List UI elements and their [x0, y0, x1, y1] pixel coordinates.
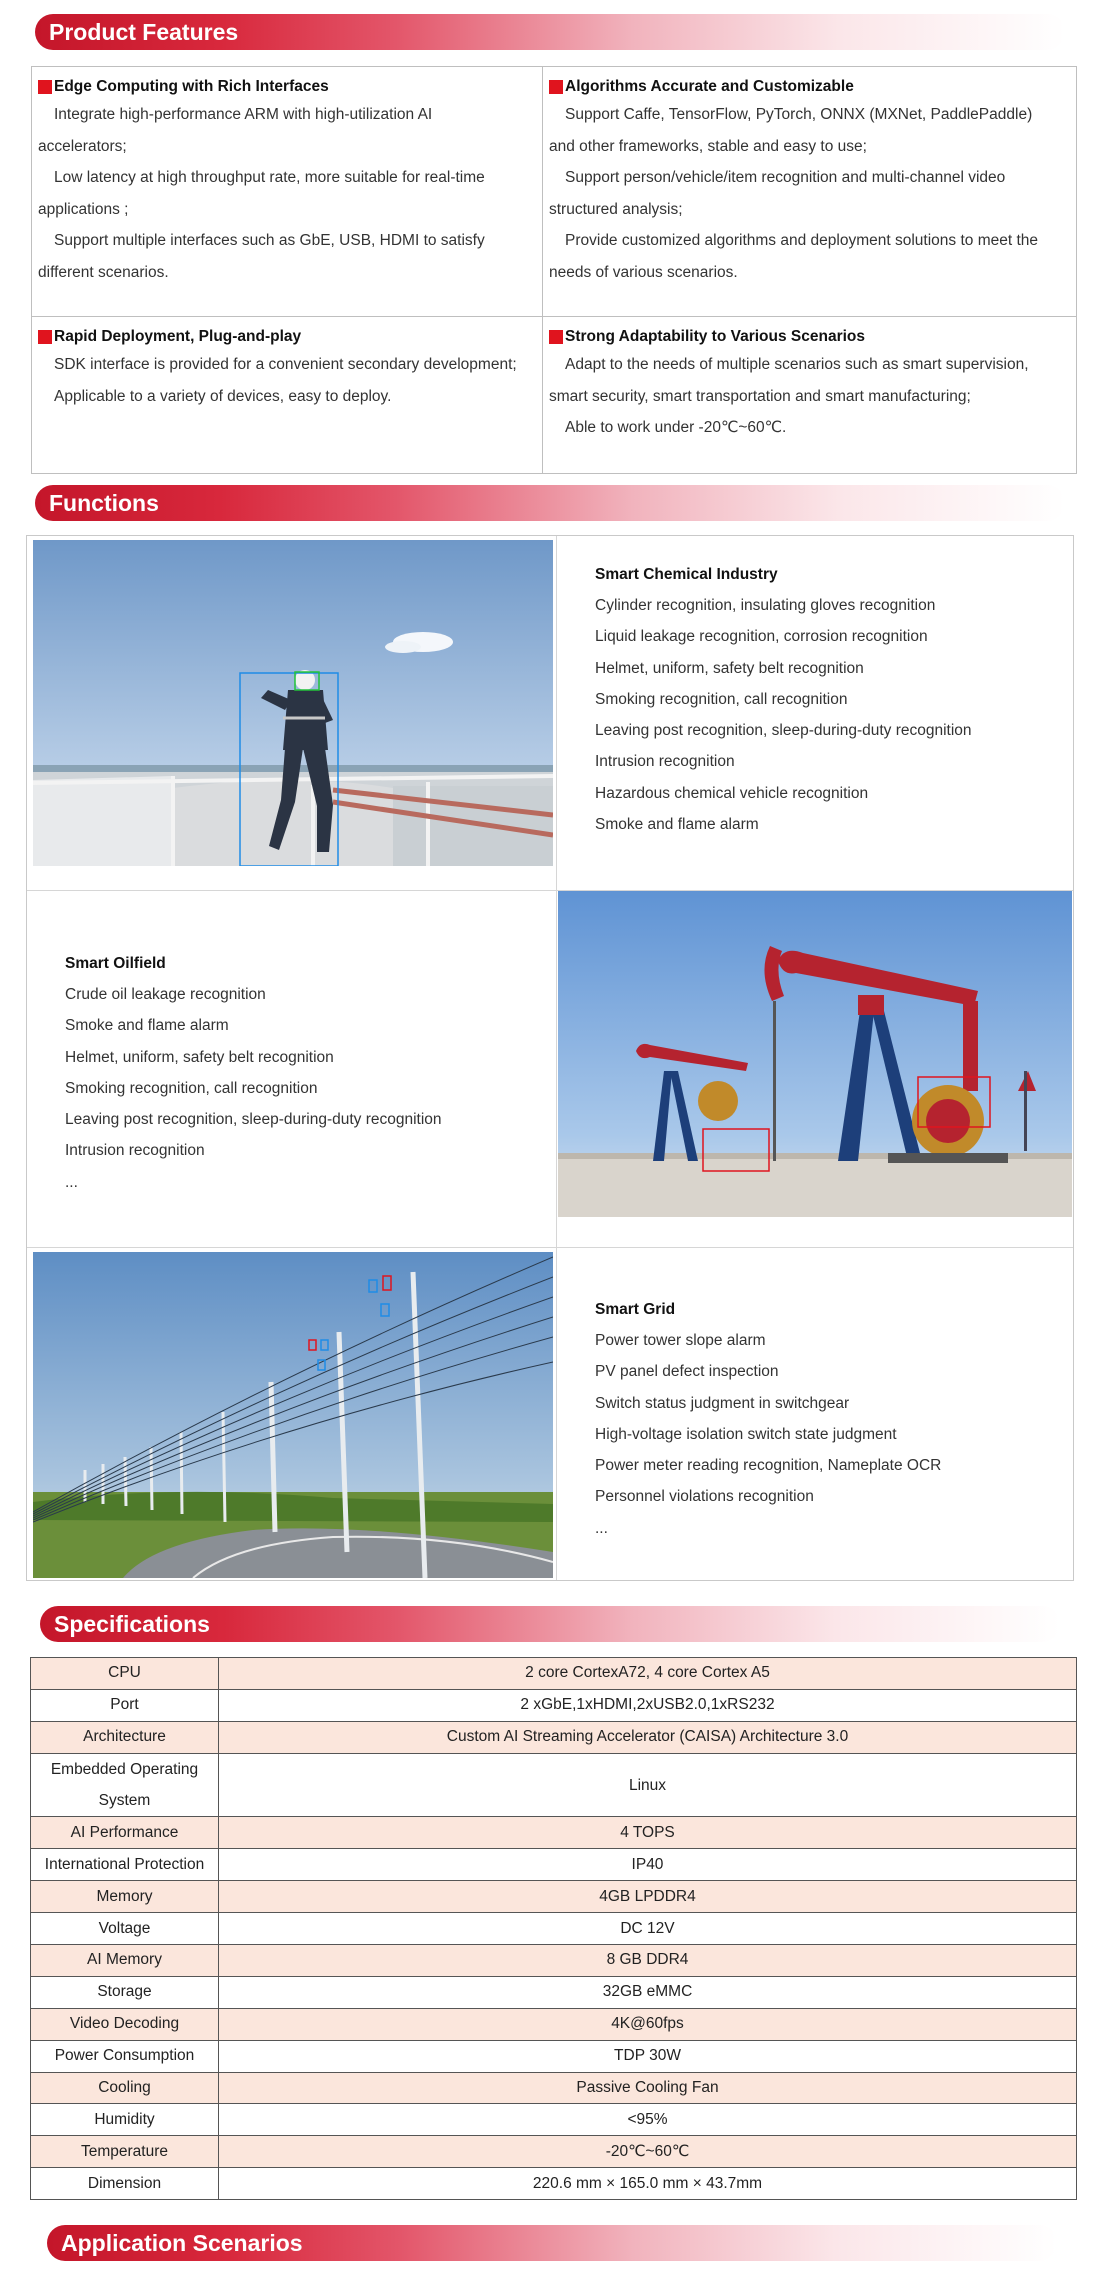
- function-item: Crude oil leakage recognition: [65, 986, 266, 1003]
- product-features-banner: [35, 14, 1065, 50]
- functions-col-divider: [556, 536, 557, 1580]
- spec-row: [31, 2168, 1077, 2200]
- feature-line: different scenarios.: [38, 263, 169, 281]
- spec-row: [31, 2072, 1077, 2104]
- feature-line: applications ;: [38, 200, 129, 218]
- feature-line: Adapt to the needs of multiple scenarios such as smart supervision,: [565, 356, 1029, 373]
- spec-value: 32GB eMMC: [219, 1976, 1077, 2008]
- feature-line: Applicable to a variety of devices, easy to deploy.: [54, 387, 392, 405]
- function-item: Power meter reading recognition, Nameplate OCR: [595, 1457, 942, 1475]
- spec-value: 2 xGbE,1xHDMI,2xUSB2.0,1xRS232: [219, 1689, 1077, 1721]
- spec-label: Port: [31, 1689, 219, 1721]
- spec-value: 4K@60fps: [219, 2008, 1077, 2040]
- spec-value: 220.6 mm × 165.0 mm × 43.7mm: [219, 2168, 1077, 2200]
- function-item: Smoking recognition, call recognition: [595, 690, 848, 708]
- spec-label: Cooling: [31, 2072, 219, 2104]
- feature-line: Provide customized algorithms and deployment solutions to meet the: [565, 232, 1038, 249]
- spec-row: [31, 1976, 1077, 2008]
- function-item: Leaving post recognition, sleep-during-duty recognition: [65, 1111, 442, 1129]
- function-item: Smoke and flame alarm: [65, 1017, 229, 1035]
- chemical-industry-image: [33, 540, 553, 866]
- function-item: High-voltage isolation switch state judgment: [595, 1425, 897, 1443]
- features-grid: [31, 66, 1077, 474]
- spec-value: <95%: [219, 2104, 1077, 2136]
- spec-row: [31, 2136, 1077, 2168]
- feature-algorithms: [543, 67, 1077, 288]
- section-title: Specifications: [54, 1611, 210, 1637]
- spec-label: Embedded Operating System: [31, 1753, 219, 1817]
- section-title: Functions: [49, 490, 159, 516]
- feature-line: SDK interface is provided for a convenient secondary development;: [54, 356, 517, 373]
- spec-row: [31, 1849, 1077, 1881]
- feature-adaptability: [543, 317, 1077, 444]
- feature-line: Able to work under -20℃~60℃.: [565, 419, 787, 436]
- oilfield-photo: [558, 891, 1072, 1217]
- feature-line: Low latency at high throughput rate, more suitable for real-time: [54, 169, 485, 186]
- spec-label: Dimension: [31, 2168, 219, 2200]
- function-item: Liquid leakage recognition, corrosion recognition: [595, 628, 928, 646]
- spec-value: DC 12V: [219, 1913, 1077, 1945]
- spec-label: Power Consumption: [31, 2040, 219, 2072]
- function-item: Personnel violations recognition: [595, 1488, 814, 1506]
- function-item: Helmet, uniform, safety belt recognition: [595, 659, 864, 677]
- feature-line: accelerators;: [38, 137, 127, 155]
- section-title: Application Scenarios: [61, 2230, 303, 2256]
- chemical-industry-photo: [33, 540, 553, 866]
- smart-grid-list: [595, 1294, 1055, 1544]
- spec-label: AI Memory: [31, 1945, 219, 1977]
- spec-row: [31, 1913, 1077, 1945]
- feature-line: Support multiple interfaces such as GbE, USB, HDMI to satisfy: [54, 232, 485, 249]
- specifications-banner: [40, 1606, 1060, 1642]
- function-item: Helmet, uniform, safety belt recognition: [65, 1048, 334, 1066]
- spec-row: [31, 2104, 1077, 2136]
- spec-row: [31, 1945, 1077, 1977]
- bullet-square-icon: [549, 330, 563, 344]
- feature-line: structured analysis;: [549, 200, 683, 218]
- spec-label: Temperature: [31, 2136, 219, 2168]
- feature-title: Algorithms Accurate and Customizable: [565, 78, 854, 95]
- oilfield-image: [558, 891, 1072, 1217]
- spec-value: Linux: [219, 1753, 1077, 1817]
- oilfield-list: [65, 948, 535, 1198]
- function-item: Power tower slope alarm: [595, 1332, 766, 1349]
- function-title: Smart Grid: [595, 1301, 676, 1318]
- feature-edge-computing: [32, 67, 542, 288]
- specifications-table: [30, 1657, 1077, 2200]
- function-item: Switch status judgment in switchgear: [595, 1394, 850, 1412]
- function-item: ...: [595, 1519, 608, 1537]
- function-item: Cylinder recognition, insulating gloves recognition: [595, 597, 936, 614]
- feature-title: Rapid Deployment, Plug-and-play: [54, 328, 302, 345]
- function-title: Smart Chemical Industry: [595, 566, 778, 583]
- function-item: Leaving post recognition, sleep-during-duty recognition: [595, 722, 972, 740]
- chemical-industry-list: [595, 559, 1055, 840]
- section-title: Product Features: [49, 19, 239, 45]
- bullet-square-icon: [38, 330, 52, 344]
- function-item: Smoke and flame alarm: [595, 816, 759, 834]
- function-title: Smart Oilfield: [65, 955, 166, 972]
- spec-row: [31, 1753, 1077, 1817]
- spec-row: [31, 1689, 1077, 1721]
- feature-title: Strong Adaptability to Various Scenarios: [565, 328, 866, 345]
- functions-row-divider: [27, 1247, 1073, 1248]
- spec-row: [31, 1721, 1077, 1753]
- spec-value: -20℃~60℃: [219, 2136, 1077, 2168]
- specifications-table-body: [31, 1658, 1077, 2200]
- feature-rapid-deployment: [32, 317, 542, 412]
- spec-label: Storage: [31, 1976, 219, 2008]
- power-grid-photo: [33, 1252, 553, 1578]
- spec-row: [31, 2008, 1077, 2040]
- spec-label: Voltage: [31, 1913, 219, 1945]
- functions-banner: [35, 485, 1065, 521]
- function-item: PV panel defect inspection: [595, 1363, 779, 1381]
- spec-label: International Protection: [31, 1849, 219, 1881]
- spec-value: 4GB LPDDR4: [219, 1881, 1077, 1913]
- function-item: ...: [65, 1173, 78, 1191]
- spec-value: 2 core CortexA72, 4 core Cortex A5: [219, 1658, 1077, 1690]
- feature-line: Support Caffe, TensorFlow, PyTorch, ONNX (MXNet, PaddlePaddle): [565, 106, 1033, 123]
- spec-value: 8 GB DDR4: [219, 1945, 1077, 1977]
- spec-value: Passive Cooling Fan: [219, 2072, 1077, 2104]
- spec-row: [31, 1881, 1077, 1913]
- feature-line: needs of various scenarios.: [549, 263, 738, 281]
- spec-label: Architecture: [31, 1721, 219, 1753]
- feature-title: Edge Computing with Rich Interfaces: [54, 78, 329, 95]
- function-item: Smoking recognition, call recognition: [65, 1079, 318, 1097]
- spec-row: [31, 1817, 1077, 1849]
- spec-label: CPU: [31, 1658, 219, 1690]
- function-item: Hazardous chemical vehicle recognition: [595, 784, 869, 802]
- spec-label: AI Performance: [31, 1817, 219, 1849]
- power-grid-image: [33, 1252, 553, 1578]
- bullet-square-icon: [549, 80, 563, 94]
- spec-row: [31, 2040, 1077, 2072]
- feature-line: Integrate high-performance ARM with high-utilization AI: [54, 106, 433, 123]
- spec-value: IP40: [219, 1849, 1077, 1881]
- spec-label: Humidity: [31, 2104, 219, 2136]
- spec-row: [31, 1658, 1077, 1690]
- function-item: Intrusion recognition: [595, 753, 735, 771]
- spec-label: Memory: [31, 1881, 219, 1913]
- feature-line: Support person/vehicle/item recognition and multi-channel video: [565, 169, 1006, 186]
- function-item: Intrusion recognition: [65, 1142, 205, 1160]
- feature-line: smart security, smart transportation and smart manufacturing;: [549, 387, 971, 405]
- bullet-square-icon: [38, 80, 52, 94]
- spec-label: Video Decoding: [31, 2008, 219, 2040]
- spec-value: TDP 30W: [219, 2040, 1077, 2072]
- spec-value: Custom AI Streaming Accelerator (CAISA) Architecture 3.0: [219, 1721, 1077, 1753]
- functions-grid: [26, 535, 1074, 1581]
- feature-line: and other frameworks, stable and easy to use;: [549, 137, 867, 155]
- application-scenarios-banner: [47, 2225, 1057, 2261]
- spec-value: 4 TOPS: [219, 1817, 1077, 1849]
